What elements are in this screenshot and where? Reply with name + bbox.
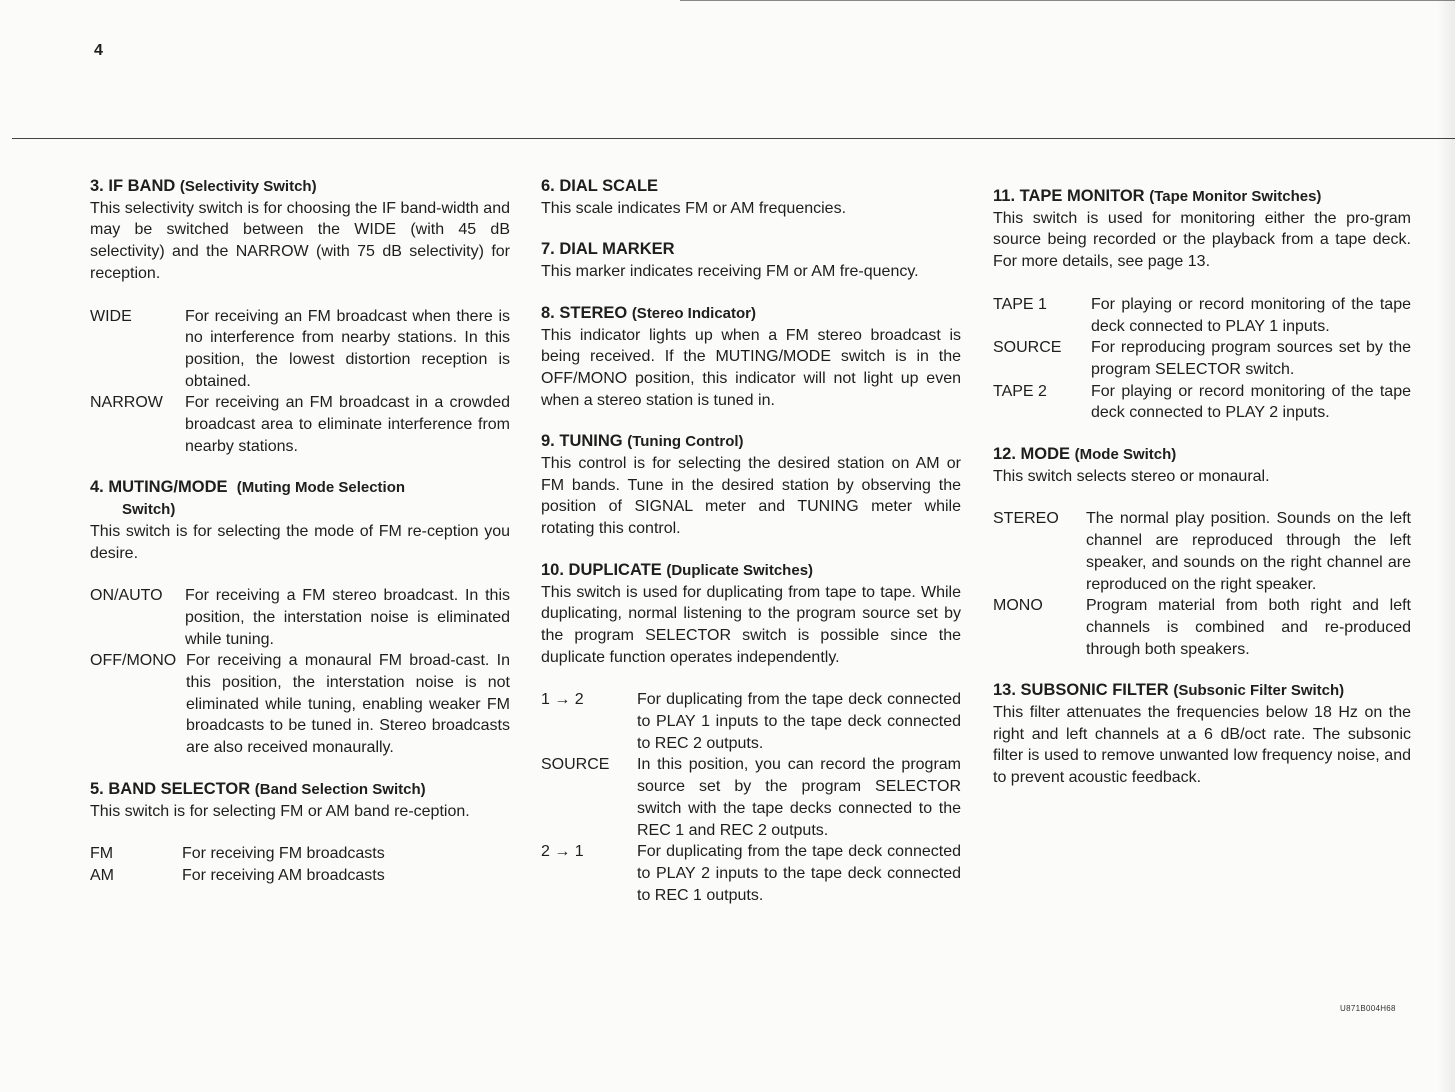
section-body: This indicator lights up when a FM stereo broadcast is being received. If the MUTING/MODE switch is in the OFF/MONO position, this indicator will not light up even when a stereo station is tuned in. bbox=[541, 326, 961, 409]
term-row bbox=[993, 337, 1411, 380]
section-heading: 11. TAPE MONITOR (Tape Monitor Switches) bbox=[993, 187, 1322, 205]
section-heading: 13. SUBSONIC FILTER (Subsonic Filter Switch) bbox=[993, 681, 1345, 700]
top-edge-line bbox=[680, 0, 1455, 1]
term-row bbox=[90, 843, 510, 865]
section-stereo-indicator bbox=[541, 303, 961, 412]
term-key: ON/AUTO bbox=[90, 587, 163, 605]
term-key: TAPE 2 bbox=[993, 382, 1047, 400]
term-key: MONO bbox=[993, 597, 1043, 615]
section-body: This switch is for selecting FM or AM band re-ception. bbox=[90, 802, 470, 820]
page-number: 4 bbox=[94, 42, 103, 59]
term-desc: For receiving an FM broadcast when there is no interference from nearby stations. In this position, the lowest distortion reception is obtained. bbox=[185, 307, 510, 390]
header-rule bbox=[12, 138, 1455, 139]
section-heading: 5. BAND SELECTOR (Band Selection Switch) bbox=[90, 779, 426, 798]
section-heading: 12. MODE (Mode Switch) bbox=[993, 445, 1177, 464]
section-body: This switch is used for duplicating from tape to tape. While duplicating, normal listening to the program source set by the program SELECTOR switch is possible since the duplicate function operates independently. bbox=[541, 583, 961, 666]
term-desc: For receiving a monaural FM broad-cast. In this position, the interstation noise is not eliminated while tuning, enabling weaker FM broadcasts to be tuned in. Stereo broadcasts are also received monaurally. bbox=[186, 652, 510, 757]
term-desc: For reproducing program sources set by the program SELECTOR switch. bbox=[1091, 339, 1411, 378]
term-row bbox=[90, 306, 510, 393]
section-muting-mode bbox=[90, 477, 510, 758]
term-desc: For receiving an FM broadcast in a crowded broadcast area to eliminate interference from nearby stations. bbox=[185, 394, 510, 455]
term-row bbox=[541, 841, 961, 906]
section-heading: 3. IF BAND (Selectivity Switch) bbox=[90, 177, 317, 195]
term-list bbox=[993, 294, 1411, 424]
section-heading: 4. MUTING/MODE (Muting Mode Selection Switch) bbox=[90, 478, 406, 519]
document-code: U871B004H68 bbox=[1340, 1004, 1396, 1013]
section-heading: 10. DUPLICATE (Duplicate Switches) bbox=[541, 560, 814, 579]
term-key: OFF/MONO bbox=[90, 652, 177, 670]
section-heading: 7. DIAL MARKER bbox=[541, 240, 675, 259]
term-list bbox=[90, 306, 510, 458]
column-3 bbox=[993, 186, 1411, 809]
section-body: This filter attenuates the frequencies below 18 Hz on the right and left channels at a 6 dB/oct rate. The subsonic filter is used to remove unwanted low frequency noise, and to prevent acoustic feedback. bbox=[993, 704, 1411, 787]
term-key: WIDE bbox=[90, 307, 132, 325]
term-row bbox=[541, 754, 961, 841]
term-desc: For duplicating from the tape deck connected to PLAY 1 inputs to the tape deck connected to REC 2 outputs. bbox=[637, 691, 961, 752]
term-list bbox=[541, 689, 961, 906]
section-tape-monitor bbox=[993, 186, 1411, 424]
term-row bbox=[90, 585, 510, 650]
section-heading: 6. DIAL SCALE bbox=[541, 177, 659, 195]
term-desc: For playing or record monitoring of the tape deck connected to PLAY 1 inputs. bbox=[1091, 295, 1411, 335]
section-band-selector bbox=[90, 779, 510, 887]
page-edge-shadow bbox=[1437, 0, 1455, 1092]
section-body: This switch is for selecting the mode of FM re-ception you desire. bbox=[90, 522, 510, 562]
term-row bbox=[90, 865, 510, 887]
section-body: This switch selects stereo or monaural. bbox=[993, 467, 1270, 485]
term-key: AM bbox=[90, 866, 114, 884]
term-row bbox=[993, 381, 1411, 424]
section-dial-scale bbox=[541, 176, 961, 219]
section-mode bbox=[993, 444, 1411, 660]
term-row bbox=[90, 650, 510, 759]
term-desc: For playing or record monitoring of the tape deck connected to PLAY 2 inputs. bbox=[1091, 382, 1411, 422]
section-heading: 9. TUNING (Tuning Control) bbox=[541, 432, 744, 451]
term-desc: Program material from both right and left channels is combined and re-produced through both speakers. bbox=[1086, 597, 1411, 658]
term-key: SOURCE bbox=[541, 756, 610, 774]
section-body: This selectivity switch is for choosing the IF band-width and may be switched between the WIDE (with 45 dB selectivity) and the NARROW (with 75 dB selectivity) for reception. bbox=[90, 199, 510, 282]
term-row bbox=[993, 294, 1411, 337]
section-body: This control is for selecting the desired station on AM or FM bands. Tune in the desired station by observing the position of SIGNAL meter and TUNING meter while rotating this control. bbox=[541, 455, 961, 538]
section-tuning bbox=[541, 431, 961, 540]
section-if-band bbox=[90, 176, 510, 457]
term-desc: For duplicating from the tape deck connected to PLAY 2 inputs to the tape deck connected to REC 1 outputs. bbox=[637, 843, 961, 904]
term-desc: For receiving FM broadcasts bbox=[182, 845, 385, 863]
term-key: 2 → 1 bbox=[541, 843, 584, 861]
term-key: 1 → 2 bbox=[541, 691, 584, 709]
section-body: This scale indicates FM or AM frequencies. bbox=[541, 199, 847, 217]
term-row bbox=[541, 689, 961, 754]
term-desc: In this position, you can record the program source set by the program SELECTOR switch with the tape decks connected to the REC 1 and REC 2 outputs. bbox=[637, 756, 961, 839]
term-row bbox=[993, 595, 1411, 660]
term-list bbox=[993, 508, 1411, 660]
section-duplicate bbox=[541, 560, 961, 907]
term-key: FM bbox=[90, 845, 114, 863]
term-row bbox=[90, 392, 510, 457]
section-body: This switch is used for monitoring either the pro-gram source being recorded or the playback from a tape deck. For more details, see page 13. bbox=[993, 209, 1411, 271]
term-desc: For receiving AM broadcasts bbox=[182, 866, 385, 884]
section-subsonic-filter bbox=[993, 680, 1411, 789]
term-list bbox=[90, 843, 510, 886]
term-row bbox=[993, 508, 1411, 595]
term-key: NARROW bbox=[90, 394, 163, 412]
term-key: SOURCE bbox=[993, 339, 1062, 357]
term-desc: The normal play position. Sounds on the left channel are reproduced through the left speaker, and sounds on the right channel are reproduced on the right speaker. bbox=[1086, 510, 1411, 593]
section-body: This marker indicates receiving FM or AM fre-quency. bbox=[541, 263, 919, 281]
term-key: TAPE 1 bbox=[993, 295, 1047, 313]
term-key: STEREO bbox=[993, 510, 1059, 528]
column-1 bbox=[90, 176, 510, 907]
column-2 bbox=[541, 176, 961, 926]
term-desc: For receiving a FM stereo broadcast. In this position, the interstation noise is eliminated while tuning. bbox=[185, 587, 510, 648]
section-dial-marker bbox=[541, 239, 961, 282]
term-list bbox=[90, 585, 510, 759]
section-heading: 8. STEREO (Stereo Indicator) bbox=[541, 303, 756, 322]
